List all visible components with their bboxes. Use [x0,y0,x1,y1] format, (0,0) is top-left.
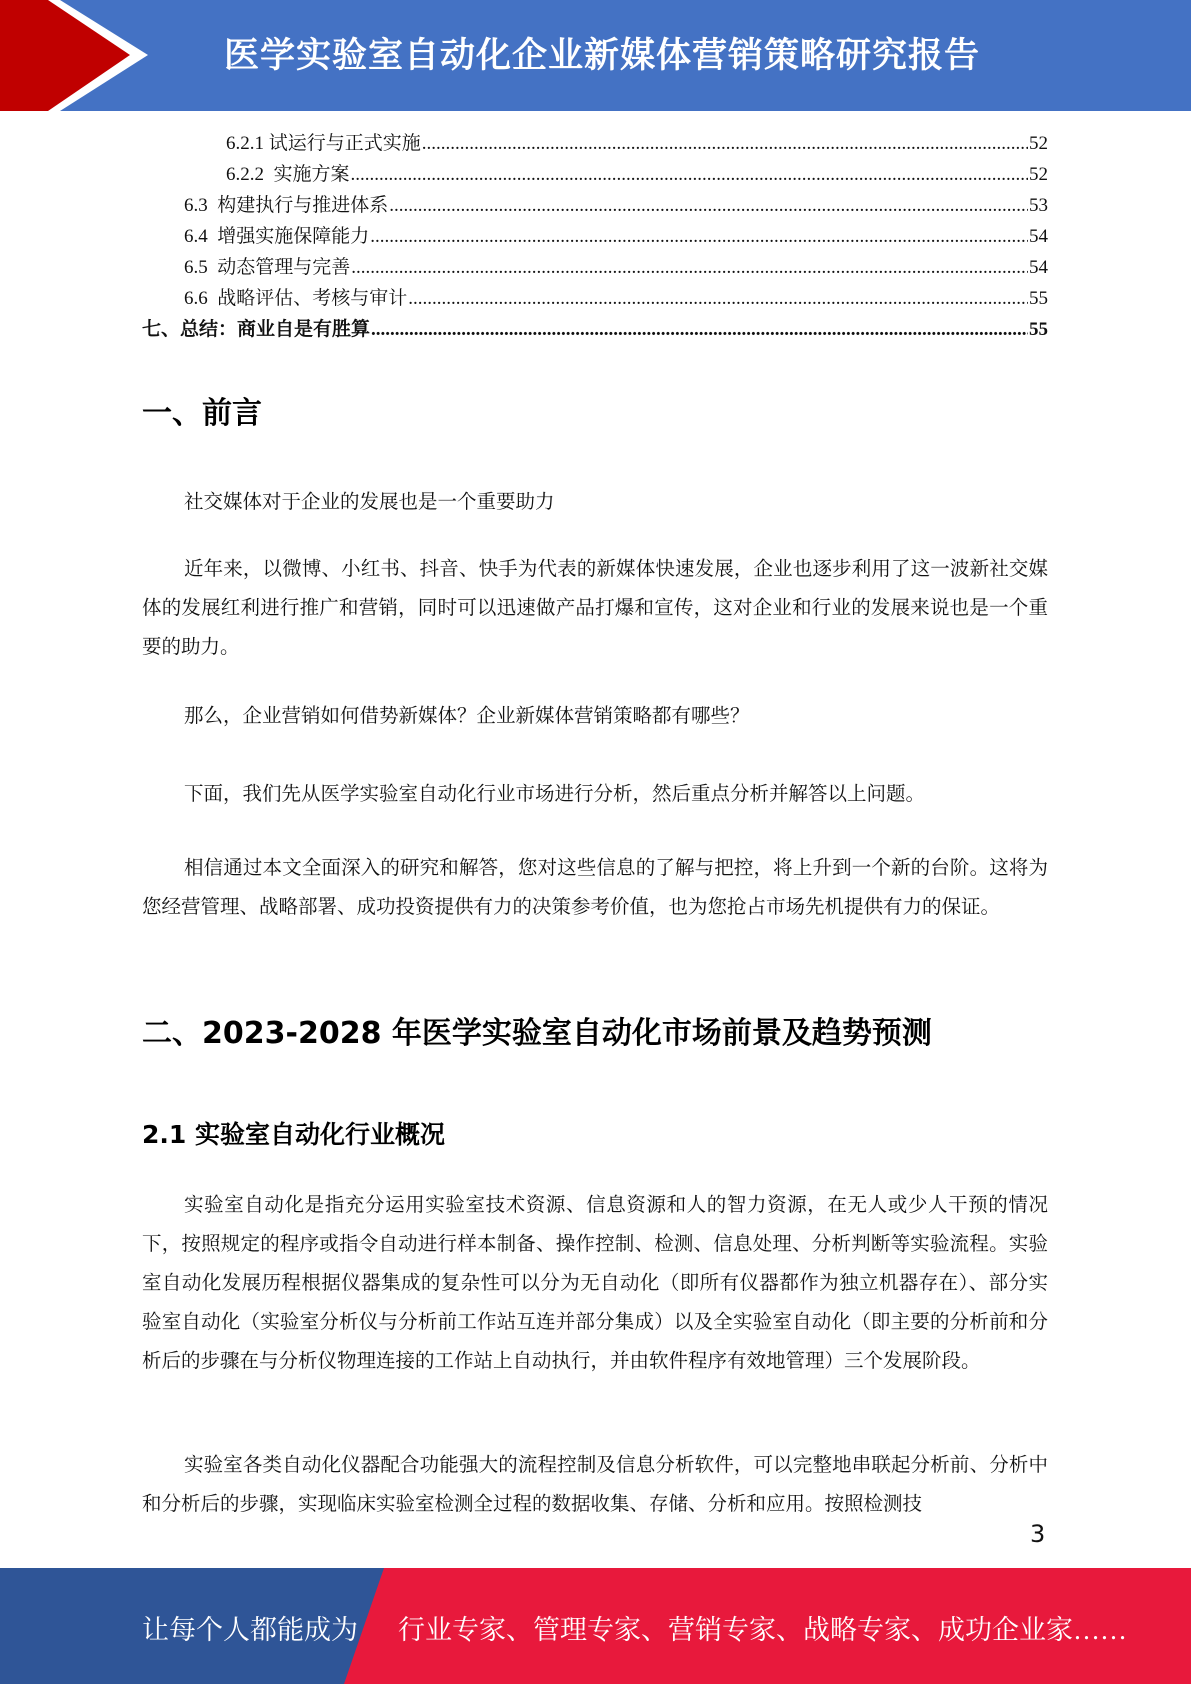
paragraph: 那么，企业营销如何借势新媒体？企业新媒体营销策略都有哪些？ [184,706,750,727]
toc-entry-label: 6.2.1 试运行与正式实施 [226,133,421,154]
paragraph: 实验室各类自动化仪器配合功能强大的流程控制及信息分析软件，可以完整地串联起分析前、分析中和分析后的步骤，实现临床实验室检测全过程的数据收集、存储、分析和应用。按照检测技 [142,1455,1048,1515]
page-header [0,0,1191,111]
toc-entry-page: 54 [1029,226,1048,247]
toc-entry-page: 55 [1029,319,1048,340]
section-heading: 二、2023-2028 年医学实验室自动化市场前景及趋势预测 [142,1016,932,1051]
toc-entry-label: 6.4 增强实施保障能力 [184,226,370,247]
toc-entry[interactable] [142,190,1048,221]
section-heading: 一、前言 [142,396,262,431]
toc-entry[interactable] [142,283,1048,314]
toc-entry-label: 七、总结：商业自是有胜算 [142,319,371,340]
toc-entry[interactable] [142,314,1048,345]
toc-leader [351,159,1028,190]
toc-entry-label: 6.5 动态管理与完善 [184,257,351,278]
toc-entry-label: 6.2.2 实施方案 [226,164,350,185]
toc-entry-page: 55 [1029,288,1048,309]
toc-leader [389,190,1028,221]
report-title: 医学实验室自动化企业新媒体营销策略研究报告 [224,36,981,76]
toc-leader [371,314,1028,345]
subsection-heading: 2.1 实验室自动化行业概况 [142,1120,445,1149]
toc-leader [408,283,1028,314]
paragraph: 近年来，以微博、小红书、抖音、快手为代表的新媒体快速发展，企业也逐步利用了这一波新社交媒体的发展红利进行推广和营销，同时可以迅速做产品打爆和宣传，这对企业和行业的发展来说也是一个重要的助力。 [142,559,1048,658]
toc-entry[interactable] [142,159,1048,190]
toc-entry-label: 6.3 构建执行与推进体系 [184,195,389,216]
page-number: 3 [1030,1520,1046,1548]
toc-leader [351,252,1028,283]
footer-slogan-right: 行业专家、管理专家、营销专家、战略专家、成功企业家…… [398,1615,1127,1645]
toc-entry-page: 52 [1029,164,1048,185]
toc-entry-page: 54 [1029,257,1048,278]
toc-leader [370,221,1028,252]
toc-leader [422,128,1028,159]
header-arrow-icon [0,0,150,111]
paragraph: 相信通过本文全面深入的研究和解答，您对这些信息的了解与把控，将上升到一个新的台阶。这将为您经营管理、战略部署、成功投资提供有力的决策参考价值，也为您抢占市场先机提供有力的保证。 [142,858,1048,918]
table-of-contents [142,128,1048,345]
paragraph: 社交媒体对于企业的发展也是一个重要助力 [184,492,555,513]
toc-entry-label: 6.6 战略评估、考核与审计 [184,288,408,309]
toc-entry[interactable] [142,252,1048,283]
page-footer [0,1568,1191,1684]
paragraph: 实验室自动化是指充分运用实验室技术资源、信息资源和人的智力资源，在无人或少人干预的情况下，按照规定的程序或指令自动进行样本制备、操作控制、检测、信息处理、分析判断等实验流程。实验室自动化发展历程根据仪器集成的复杂性可以分为无自动化（即所有仪器都作为独立机器存在）、部分实验室自动化（实验室分析仪与分析前工作站互连并部分集成）以及全实验室自动化（即主要的分析前和分析后的步骤在与分析仪物理连接的工作站上自动执行，并由软件程序有效地管理）三个发展阶段。 [142,1195,1048,1372]
toc-entry-page: 52 [1029,133,1048,154]
toc-entry-page: 53 [1029,195,1048,216]
footer-slogan-left: 让每个人都能成为 [142,1615,358,1645]
toc-entry[interactable] [142,128,1048,159]
paragraph: 下面，我们先从医学实验室自动化行业市场进行分析，然后重点分析并解答以上问题。 [184,784,926,805]
toc-entry[interactable] [142,221,1048,252]
